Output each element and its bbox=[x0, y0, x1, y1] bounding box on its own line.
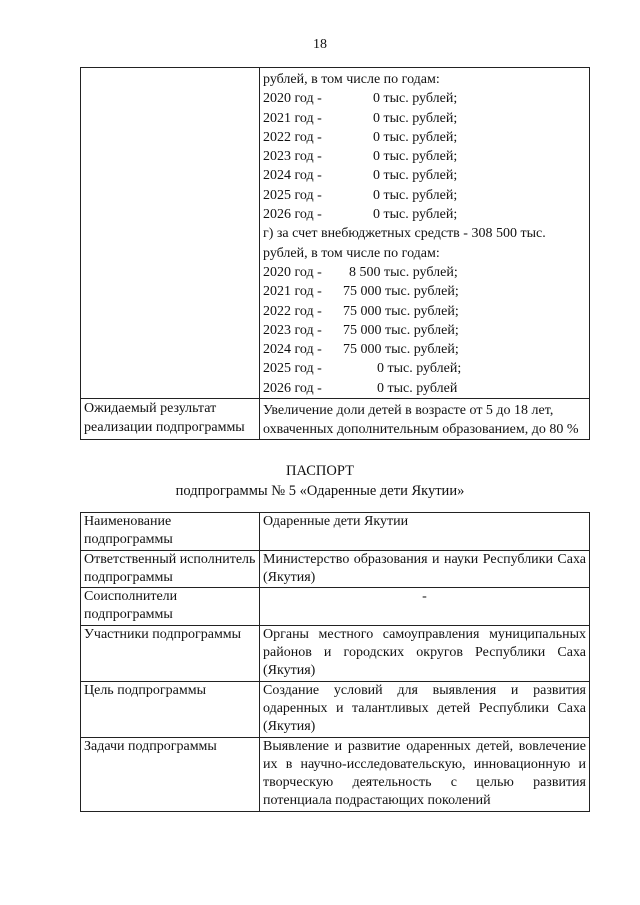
year-amount: 0 тыс. рублей; bbox=[373, 129, 458, 145]
year-amount: 0 тыс. рублей; bbox=[373, 91, 458, 107]
year-amount: 0 тыс. рублей; bbox=[373, 187, 458, 203]
year-label: 2020 год - bbox=[263, 91, 322, 107]
year-line bbox=[263, 186, 586, 205]
year-label: 2024 год - bbox=[263, 342, 322, 358]
passport-title: ПАСПОРТ bbox=[286, 463, 354, 479]
year-amount: 0 тыс. рублей; bbox=[373, 207, 458, 223]
year-amount: 0 тыс. рублей bbox=[377, 380, 458, 396]
row-value: Выявление и развитие одаренных детей, вовлечение их в научно-исследовательскую, инновационную и творческую деятельность с целью развития потенциала подрастающих поколений bbox=[260, 737, 590, 811]
year-amount: 0 тыс. рублей; bbox=[377, 361, 462, 377]
year-amount: 0 тыс. рублей; bbox=[373, 149, 458, 165]
page-number: 18 bbox=[313, 37, 327, 52]
year-amount: 0 тыс. рублей; bbox=[373, 110, 458, 126]
year-line bbox=[263, 166, 586, 185]
passport-table bbox=[80, 512, 590, 812]
expected-result-label: Ожидаемый результат реализации подпрограммы bbox=[81, 399, 260, 440]
year-label: 2022 год - bbox=[263, 129, 322, 145]
year-label: 2023 год - bbox=[263, 322, 322, 338]
expected-result-value: Увеличение доли детей в возрасте от 5 до 18 лет, охваченных дополнительным образованием, до 80 % bbox=[260, 399, 590, 440]
year-line bbox=[263, 109, 586, 128]
year-line bbox=[263, 147, 586, 166]
year-label: 2021 год - bbox=[263, 284, 322, 300]
year-label: 2026 год - bbox=[263, 380, 322, 396]
year-label: 2026 год - bbox=[263, 207, 322, 223]
table-row bbox=[81, 550, 590, 588]
row-label: Соисполнители подпрограммы bbox=[81, 588, 260, 626]
year-amount: 75 000 тыс. рублей; bbox=[343, 342, 459, 358]
year-amount: 0 тыс. рублей; bbox=[373, 168, 458, 184]
row-value: Министерство образования и науки Республики Саха (Якутия) bbox=[260, 550, 590, 588]
extrabudgetary-source: г) за счет внебюджетных средств - 308 500 тыс. bbox=[263, 226, 546, 242]
year-label: 2025 год - bbox=[263, 187, 322, 203]
passport-heading bbox=[0, 461, 640, 501]
year-amount: 75 000 тыс. рублей; bbox=[343, 284, 459, 300]
funding-table bbox=[80, 67, 590, 440]
row-value: Одаренные дети Якутии bbox=[260, 513, 590, 551]
table-row bbox=[81, 625, 590, 681]
table-row bbox=[81, 588, 590, 626]
row-value: - bbox=[260, 588, 590, 626]
row-label: Наименование подпрограммы bbox=[81, 513, 260, 551]
table-row bbox=[81, 513, 590, 551]
year-line bbox=[263, 205, 586, 224]
year-label: 2020 год - bbox=[263, 264, 322, 280]
row-label: Задачи подпрограммы bbox=[81, 737, 260, 811]
year-line bbox=[263, 302, 586, 321]
funding-intro-2: рублей, в том числе по годам: bbox=[263, 245, 440, 261]
table-row bbox=[81, 737, 590, 811]
year-line bbox=[263, 282, 586, 301]
funding-row bbox=[81, 68, 590, 399]
year-line bbox=[263, 359, 586, 378]
year-label: 2024 год - bbox=[263, 168, 322, 184]
funding-intro: рублей, в том числе по годам: bbox=[263, 72, 440, 87]
year-label: 2023 год - bbox=[263, 149, 322, 165]
year-amount: 75 000 тыс. рублей; bbox=[343, 322, 459, 338]
row-label: Участники подпрограммы bbox=[81, 625, 260, 681]
year-amount: 8 500 тыс. рублей; bbox=[349, 264, 458, 280]
year-line bbox=[263, 128, 586, 147]
year-line bbox=[263, 263, 586, 282]
row-value: Органы местного самоуправления муниципальных районов и городских округов Республики Саха (Якутия) bbox=[260, 625, 590, 681]
year-label: 2022 год - bbox=[263, 303, 322, 319]
year-amount: 75 000 тыс. рублей; bbox=[343, 303, 459, 319]
year-line bbox=[263, 340, 586, 359]
year-label: 2025 год - bbox=[263, 361, 322, 377]
year-label: 2021 год - bbox=[263, 110, 322, 126]
row-label: Цель подпрограммы bbox=[81, 681, 260, 737]
expected-result-row bbox=[81, 399, 590, 440]
year-line bbox=[263, 89, 586, 108]
year-line bbox=[263, 379, 586, 398]
year-line bbox=[263, 321, 586, 340]
table-row bbox=[81, 681, 590, 737]
row-value: Создание условий для выявления и развития одаренных и талантливых детей Республики Саха (Якутия) bbox=[260, 681, 590, 737]
funding-row-value bbox=[260, 68, 590, 399]
row-label: Ответственный исполнитель подпрограммы bbox=[81, 550, 260, 588]
funding-row-label bbox=[81, 68, 260, 399]
passport-subtitle: подпрограммы № 5 «Одаренные дети Якутии» bbox=[175, 483, 465, 499]
